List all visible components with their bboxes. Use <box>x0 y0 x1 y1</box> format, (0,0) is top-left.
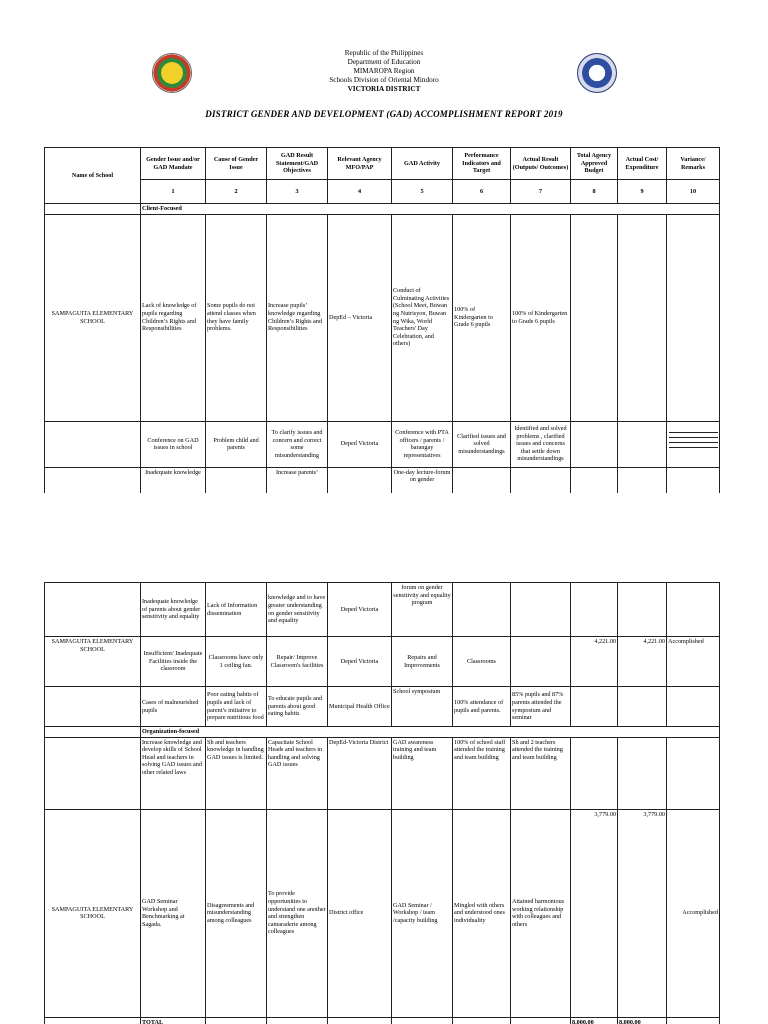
gender-issue: Cases of malnourished pupils <box>141 687 206 727</box>
performance-indicator: Classrooms <box>453 637 511 687</box>
col-number: 10 <box>667 180 720 204</box>
report-page-1 <box>0 0 768 493</box>
col-header-activity: GAD Activity <box>392 148 453 180</box>
performance-indicator: Mingled with others and understood ones individuality <box>453 809 511 1017</box>
gad-activity: GAD Seminar / Workshop / team /capacity building <box>392 809 453 1017</box>
col-number: 3 <box>267 180 328 204</box>
gad-activity: Repairs and Improvements <box>392 637 453 687</box>
col-header-issue: Gender Issue and/or GAD Mandate <box>141 148 206 180</box>
col-number: 7 <box>511 180 571 204</box>
gad-activity: One-day lecture-forum on gender <box>392 467 453 493</box>
section-label-client: Client-Focused <box>141 204 720 215</box>
report-title: DISTRICT GENDER AND DEVELOPMENT (GAD) ACCOMPLISHMENT REPORT 2019 <box>205 109 563 119</box>
gad-objective: To clarify issues and concern and correct some misunderstanding <box>267 421 328 467</box>
gad-activity: forum on gender sensitivity and equality program <box>392 583 453 637</box>
gender-cause: Problem child and parents <box>206 421 267 467</box>
col-header-cause: Cause of Gender Issue <box>206 148 267 180</box>
agency-mfo: Municipal Health Office <box>328 687 392 727</box>
variance-remarks: Accomplished <box>667 809 720 1017</box>
table-row <box>45 421 720 467</box>
col-header-budget: Total Agency Approved Budget <box>571 148 618 180</box>
rule-mark <box>669 447 718 448</box>
col-number: 2 <box>206 180 267 204</box>
section-label-org: Organization-focused <box>141 727 720 738</box>
col-header-cost: Actual Cost/ Expenditure <box>618 148 667 180</box>
approved-budget: 4,221.00 <box>571 637 618 687</box>
col-header-school: Name of School <box>45 148 141 204</box>
total-cost: 8,000.00 <box>618 1017 667 1024</box>
approved-budget: 3,779.00 <box>571 809 618 1017</box>
gad-activity: GAD awareness training and team building <box>392 737 453 809</box>
col-number: 8 <box>571 180 618 204</box>
col-header-objective: GAD Result Statement/GAD Objectives <box>267 148 328 180</box>
actual-result: Identified and solved problems , clarified issues and concerns that settle down misunderstandings <box>511 421 571 467</box>
school-name: SAMPAGUITA ELEMENTARY SCHOOL <box>45 637 141 687</box>
col-header-indicator: Performance Indicators and Target <box>453 148 511 180</box>
school-name: SAMPAGUITA ELEMENTARY SCHOOL <box>45 809 141 1017</box>
col-header-mfo: Relevant Agency MFO/PAP <box>328 148 392 180</box>
rule-mark <box>669 432 718 433</box>
gad-activity: Conference with PTA officers / parents / barangay representatives <box>392 421 453 467</box>
actual-cost: 3,779.00 <box>618 809 667 1017</box>
gender-cause: Poor eating habits of pupils and lack of parent’s initiative to prepare nutritious food <box>206 687 267 727</box>
gender-cause: Disagreements and misunderstanding among colleagues <box>206 809 267 1017</box>
col-number: 4 <box>328 180 392 204</box>
gad-objective: To educate pupils and parents about good eating habits <box>267 687 328 727</box>
total-budget: 8,000.00 <box>571 1017 618 1024</box>
gad-objective: Capacitate School Heads and teachers in handling and solving GAD issues <box>267 737 328 809</box>
col-number: 9 <box>618 180 667 204</box>
performance-indicator: Clarified issues and solved misunderstandings <box>453 421 511 467</box>
agency-mfo: DepEd-Victoria District <box>328 737 392 809</box>
report-table-page-2 <box>44 582 720 1024</box>
performance-indicator: 100% of school staff attended the training and team building <box>453 737 511 809</box>
rule-mark <box>669 437 718 438</box>
performance-indicator: 100% of Kindergarten to Grade 6 pupils <box>453 214 511 421</box>
gender-issue: Insufficient/ Inadequate Facilities inside the classroom <box>141 637 206 687</box>
table-row <box>45 737 720 809</box>
gender-issue: Inadequate knowledge <box>141 467 206 493</box>
letterhead-line-3: MIMAROPA Region <box>353 67 415 75</box>
gad-activity: Conduct of Culminating Activities (School Meet, Buwan ng Nutrisyon, Buwan ng Wika, World Teachers' Day Celebration, and others) <box>392 214 453 421</box>
letterhead <box>0 49 768 94</box>
letterhead-line-2: Department of Education <box>347 58 421 66</box>
page-gap <box>0 493 768 582</box>
report-table-page-1 <box>44 147 720 493</box>
gender-issue: GAD Seminar Workshop and Benchmarking at Sagada. <box>141 809 206 1017</box>
header-row <box>45 148 720 180</box>
actual-result: Attained harmonious working relationship with colleagues and others <box>511 809 571 1017</box>
agency-mfo: District office <box>328 809 392 1017</box>
gender-cause: Sh and teachers knowledge in handling GAD issues is limited. <box>206 737 267 809</box>
performance-indicator: 100% attendance of pupils and parents. <box>453 687 511 727</box>
actual-result: Sh and 2 teachers attended the training and team building <box>511 737 571 809</box>
gender-cause: Classrooms have only 1 ceiling fan. <box>206 637 267 687</box>
table-row-partial <box>45 467 720 493</box>
table-row <box>45 214 720 421</box>
table-row <box>45 687 720 727</box>
agency-mfo: DepEd – Victoria <box>328 214 392 421</box>
agency-mfo: Deped Victoria <box>328 583 392 637</box>
gender-cause: Lack of Information dissemination <box>206 583 267 637</box>
actual-result: 85% pupils and 87% parents attended the symposium and seminar <box>511 687 571 727</box>
agency-mfo: Deped Victoria <box>328 421 392 467</box>
gender-issue: Inadequate knowledge of parents about gender sensitivity and equality <box>141 583 206 637</box>
table-row <box>45 637 720 687</box>
col-number: 5 <box>392 180 453 204</box>
col-header-variance: Variance/ Remarks <box>667 148 720 180</box>
school-name: SAMPAGUITA ELEMENTARY SCHOOL <box>45 214 141 421</box>
gender-issue: Conference on GAD issues in school <box>141 421 206 467</box>
col-number: 6 <box>453 180 511 204</box>
total-row <box>45 1017 720 1024</box>
table-row <box>45 809 720 1017</box>
section-row-org <box>45 727 720 738</box>
gad-objective: Increase parents’ <box>267 467 328 493</box>
actual-result: 100% of Kindergarten to Grade 6 pupils <box>511 214 571 421</box>
total-label: TOTAL <box>141 1017 206 1024</box>
letterhead-line-5: VICTORIA DISTRICT <box>347 85 421 93</box>
table-row <box>45 583 720 637</box>
section-row-client <box>45 204 720 215</box>
gad-objective: To provide opportunities to understand one another and strengthen camaraderie among colleagues <box>267 809 328 1017</box>
gad-activity: School symposium <box>392 687 453 727</box>
letterhead-line-4: Schools Division of Oriental Mindoro <box>329 76 439 84</box>
letterhead-line-1: Republic of the Philippines <box>344 49 424 57</box>
column-number-row <box>45 180 720 204</box>
report-page-2 <box>0 582 768 1024</box>
gender-issue: Increase knowledge and develop skills of School Head and teachers in solving GAD issues and other related laws <box>141 737 206 809</box>
col-header-result: Actual Result (Outputs/ Outcomes) <box>511 148 571 180</box>
col-number: 1 <box>141 180 206 204</box>
actual-cost: 4,221.00 <box>618 637 667 687</box>
gad-objective: Repair/ Improve Classroom's facilities <box>267 637 328 687</box>
gad-objective: Increase pupils’ knowledge regarding Children’s Rights and Responsibilities <box>267 214 328 421</box>
gender-issue: Lack of knowledge of pupils regarding Children’s Rights and Responsibilities <box>141 214 206 421</box>
rule-mark <box>669 442 718 443</box>
variance-remarks: Accomplished <box>667 637 720 687</box>
gender-cause: Some pupils do not attend classes when they have family problems. <box>206 214 267 421</box>
gad-objective: knowledge and to have greater understanding on gender sensitivity and equality <box>267 583 328 637</box>
agency-mfo: Deped Victoria <box>328 637 392 687</box>
